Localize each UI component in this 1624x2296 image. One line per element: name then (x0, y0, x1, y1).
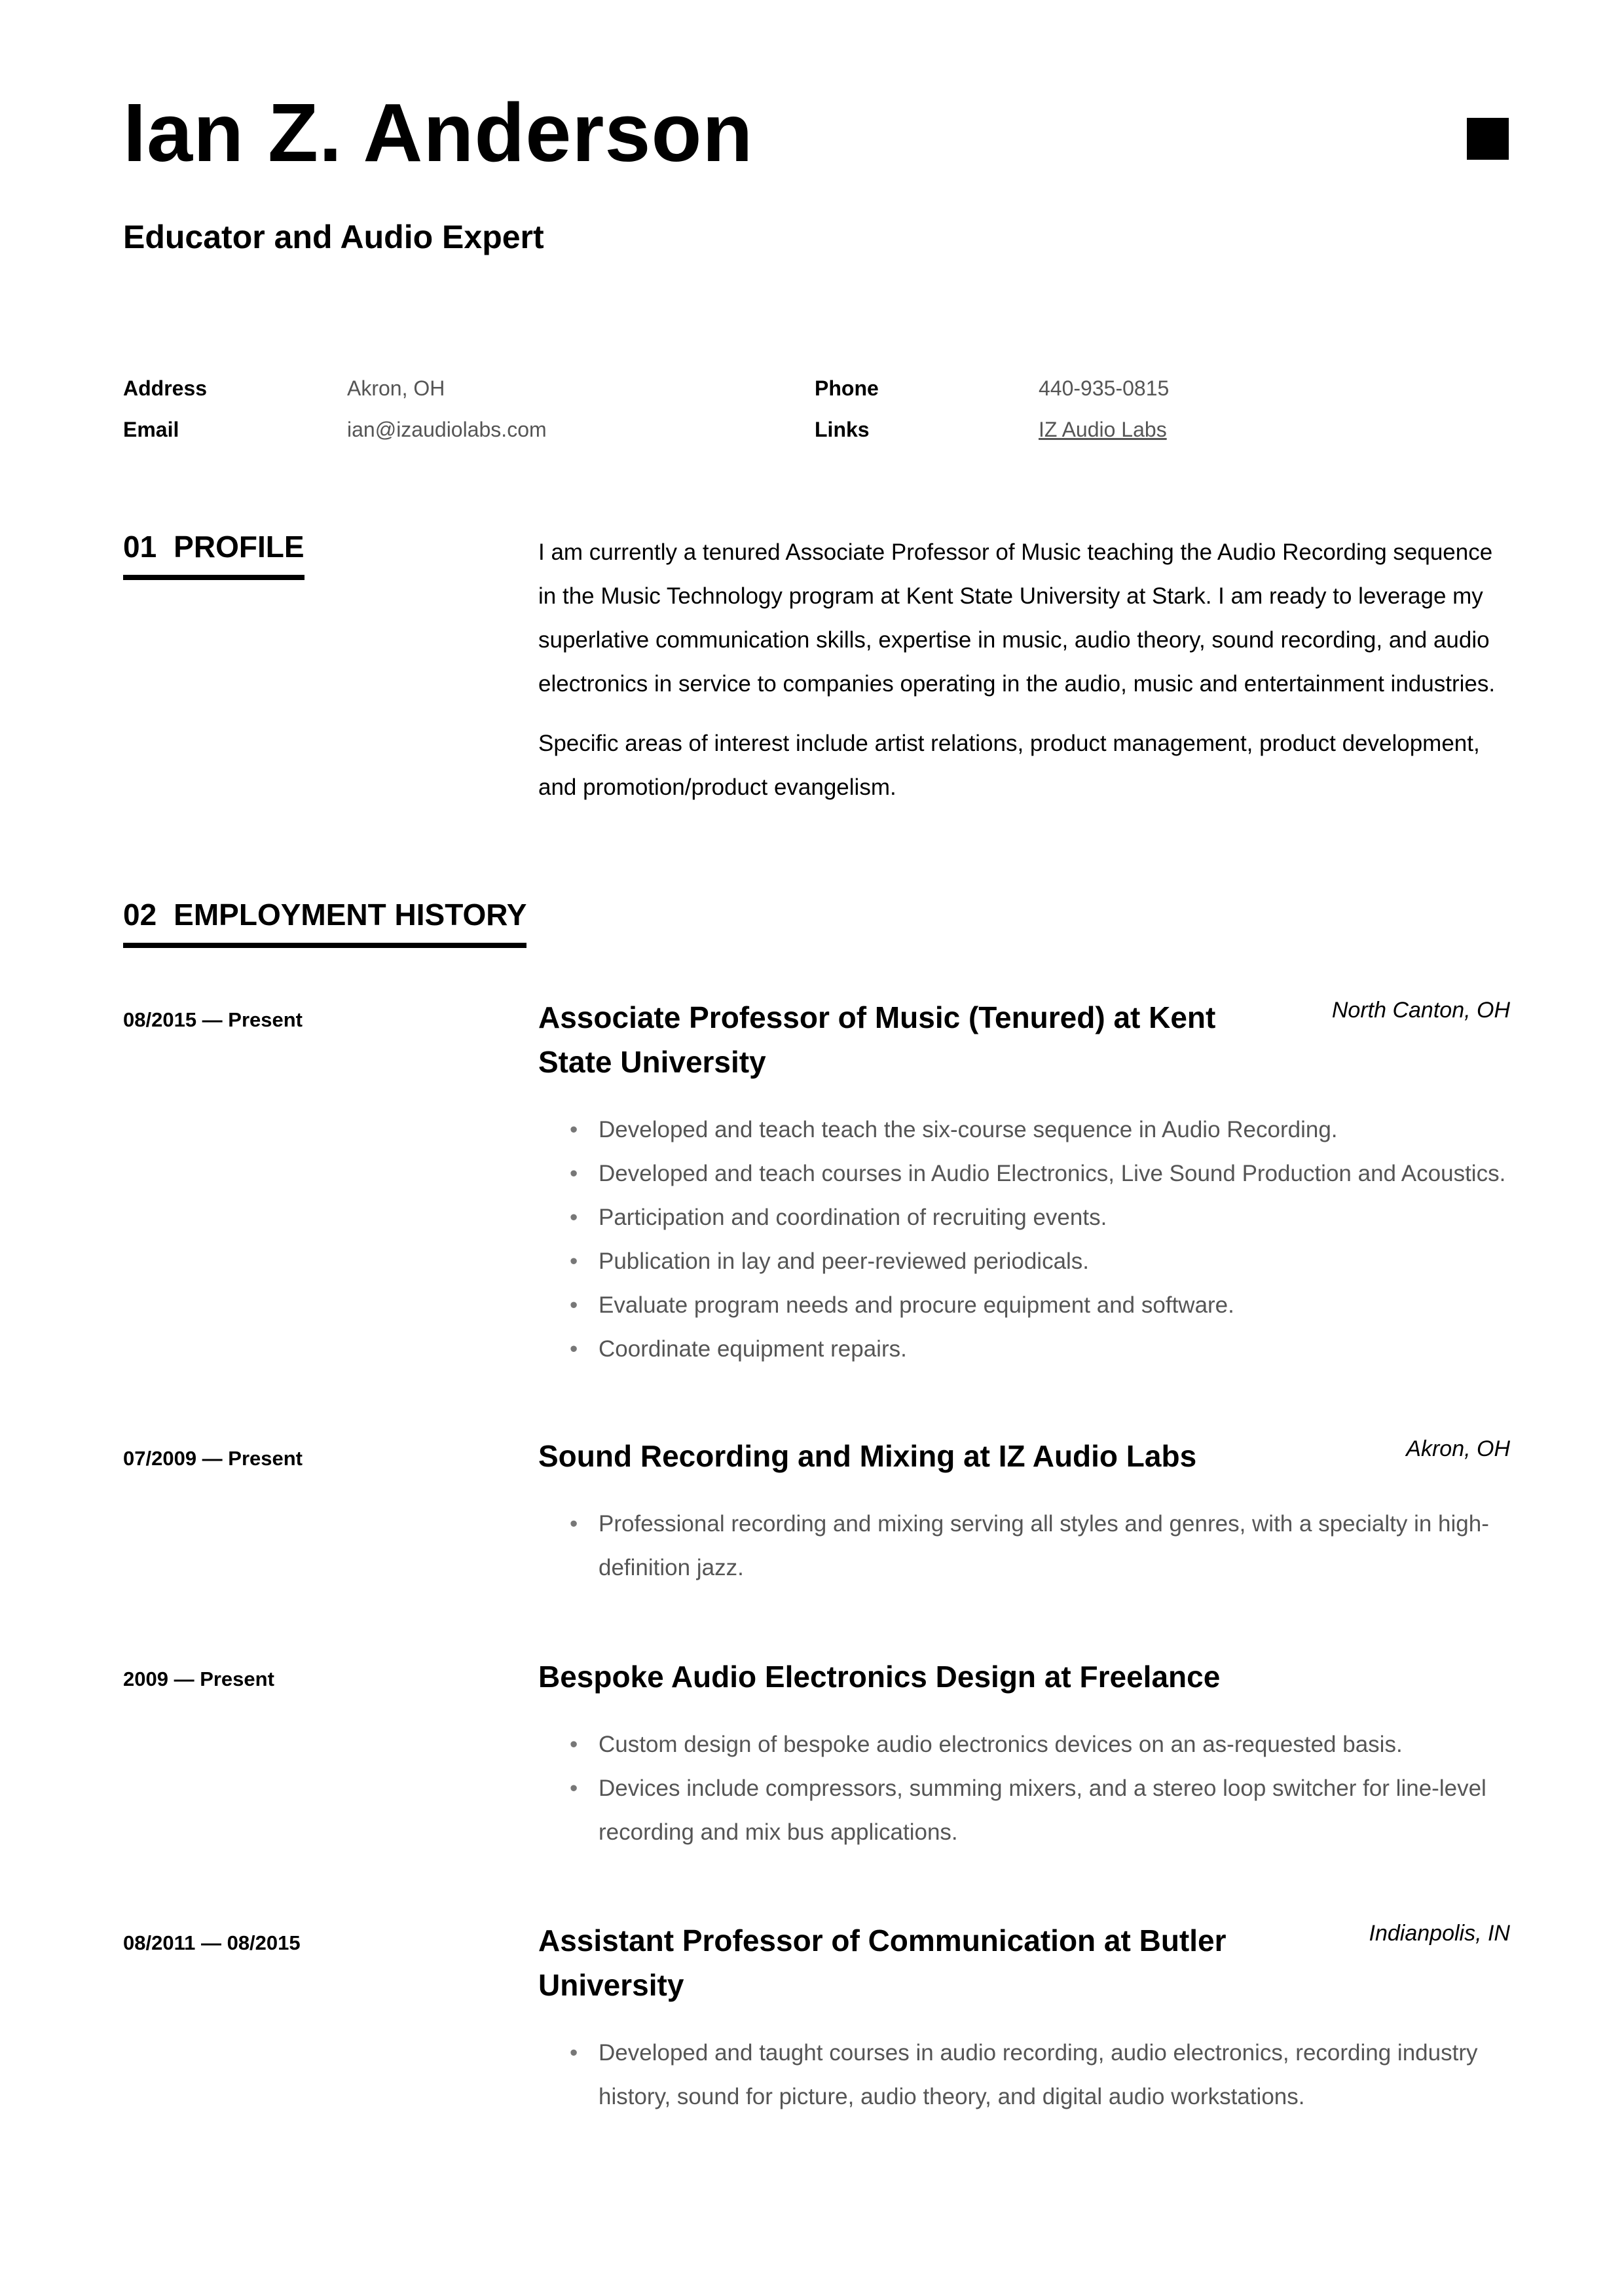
job-details (538, 1654, 1510, 1854)
contact-block-left (123, 368, 547, 450)
job-bullet: • Professional recording and mixing serving all styles and genres, with a specialty in high-definition jazz. (538, 1502, 1510, 1590)
profile-paragraph: I am currently a tenured Associate Professor of Music teaching the Audio Recording sequence in the Music Technology program at Kent State University at Stark. I am ready to leverage my superlative communication skills, expertise in music, audio theory, sound recording, and audio electronics in service to companies operating in the audio, music and entertainment industries. (538, 539, 1496, 697)
contact-row-email (123, 409, 547, 450)
job-location: Akron, OH (1406, 1436, 1510, 1461)
job-bullet-list (538, 1108, 1510, 1371)
job-location: Indianpolis, IN (1369, 1921, 1510, 1946)
profile-text (538, 530, 1510, 825)
job-bullet-list (538, 1502, 1510, 1590)
contact-row-address (123, 368, 547, 409)
job-bullet: • Custom design of bespoke audio electronics devices on an as-requested basis. (538, 1722, 1510, 1766)
bullet-icon: • (570, 2040, 578, 2066)
address-value: Akron, OH (347, 376, 445, 400)
job-details (538, 1434, 1510, 1590)
contact-block-right (815, 368, 1169, 450)
bullet-icon: • (570, 1732, 578, 1757)
employment-section-title: EMPLOYMENT HISTORY (174, 898, 527, 932)
iz-audio-labs-link[interactable]: IZ Audio Labs (1039, 418, 1167, 441)
bullet-icon: • (570, 1336, 578, 1362)
job-header (538, 1434, 1510, 1478)
job-title: Associate Professor of Music (Tenured) at Kent State University (538, 1000, 1216, 1079)
contact-row-links (815, 409, 1169, 450)
bullet-icon: • (570, 1161, 578, 1186)
bullet-icon: • (570, 1248, 578, 1274)
links-label: Links (815, 418, 870, 441)
bullet-icon: • (570, 1511, 578, 1537)
email-value: ian@izaudiolabs.com (347, 418, 547, 441)
job-dates: 08/2015 — Present (123, 1008, 303, 1031)
bullet-icon: • (570, 1117, 578, 1142)
bullet-icon: • (570, 1776, 578, 1801)
job-dates: 08/2011 — 08/2015 (123, 1931, 301, 1954)
employment-section-number: 02 (123, 898, 157, 932)
profile-section-title: PROFILE (174, 530, 304, 564)
job-details (538, 995, 1510, 1371)
job-bullet: • Developed and taught courses in audio recording, audio electronics, recording industry history, sound for picture, audio theory, and digital audio workstations. (538, 2031, 1510, 2119)
job-title: Sound Recording and Mixing at IZ Audio Labs (538, 1439, 1197, 1473)
job-bullet-list (538, 1722, 1510, 1854)
bullet-icon: • (570, 1292, 578, 1318)
job-dates: 2009 — Present (123, 1667, 274, 1690)
profile-heading (123, 532, 304, 580)
address-label: Address (123, 376, 208, 400)
job-bullet: • Developed and teach courses in Audio Electronics, Live Sound Production and Acoustics. (538, 1152, 1510, 1195)
decorative-square (1467, 118, 1509, 160)
job-dates: 07/2009 — Present (123, 1447, 303, 1470)
job-header (538, 995, 1510, 1084)
job-details (538, 1918, 1510, 2119)
job-header (538, 1918, 1510, 2007)
email-label: Email (123, 418, 179, 441)
employment-heading (123, 900, 526, 948)
job-bullet: • Coordinate equipment repairs. (538, 1327, 1510, 1371)
job-location: North Canton, OH (1331, 998, 1510, 1023)
contact-row-phone (815, 368, 1169, 409)
job-bullet: • Devices include compressors, summing mixers, and a stereo loop switcher for line-level recording and mix bus applications. (538, 1766, 1510, 1854)
job-header (538, 1654, 1510, 1699)
phone-label: Phone (815, 376, 879, 400)
job-bullet: • Participation and coordination of recruiting events. (538, 1195, 1510, 1239)
profile-paragraph: Specific areas of interest include artist relations, product management, product development, and promotion/product evangelism. (538, 731, 1480, 800)
job-title: Bespoke Audio Electronics Design at Freelance (538, 1660, 1221, 1694)
profile-section-number: 01 (123, 530, 157, 564)
bullet-icon: • (570, 1205, 578, 1230)
job-bullet: • Evaluate program needs and procure equipment and software. (538, 1283, 1510, 1327)
phone-value: 440-935-0815 (1039, 376, 1170, 400)
resume-name: Ian Z. Anderson (123, 86, 754, 179)
job-bullet-list (538, 2031, 1510, 2119)
job-title: Assistant Professor of Communication at Butler University (538, 1923, 1227, 2002)
job-bullet: • Developed and teach teach the six-course sequence in Audio Recording. (538, 1108, 1510, 1152)
job-bullet: • Publication in lay and peer-reviewed periodicals. (538, 1239, 1510, 1283)
resume-title: Educator and Audio Expert (123, 219, 544, 255)
